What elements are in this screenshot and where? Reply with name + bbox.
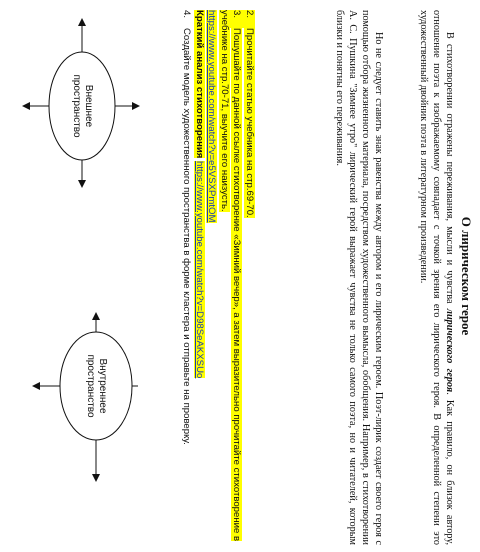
analysis-label: Краткий анализ стихотворения bbox=[194, 10, 205, 159]
task-list bbox=[180, 10, 255, 548]
task-text: Пошушайте по данной ссылке стихотворение «Зимний вечер», а затем выразительно прочитайте стихотворение в учебнике на стр.70-71, выучите его наизусть. bbox=[219, 10, 243, 542]
paragraph-2: Но не следует ставить знак равенства между автором и его лирическим героем. Поэт-лирик создает своего героя с помощью отбора жизненного материала, посредством художественного вымысла, обобщения. Например, в стихотворении А. С. Пушкина "Зимнее утро" лирический герой выражает чувства не только самого поэта, но и читателей, которым близки и понятны его переживания. bbox=[334, 10, 384, 545]
outer-space-label: Внешнее пространство bbox=[71, 74, 94, 138]
task-item-2 bbox=[243, 10, 256, 548]
document-title: О лирическом герое bbox=[459, 216, 474, 336]
task-number: 4. bbox=[181, 10, 193, 19]
video-link-1[interactable]: https://www.youtube.com/watch?v=e5VSXPmtOM bbox=[206, 10, 218, 223]
paragraph-1: В стихотворении отражены переживания, мысли и чувства лирического героя. Как правило, он близок автору, отношение поэта к изображаемому совпадает с точкой зрения его лирического героя. В определенной степени это художественный двойник поэта в литературном произведении. bbox=[418, 10, 455, 545]
analysis-link[interactable]: https://www.youtube.com/watch?v=D98SeAKXSUo bbox=[194, 161, 205, 379]
task-item-3 bbox=[205, 10, 243, 548]
analysis-line bbox=[193, 10, 206, 548]
task-item-4 bbox=[180, 10, 193, 548]
cluster-outer-space bbox=[20, 8, 140, 188]
term-lyric-hero: лирического героя bbox=[444, 308, 455, 393]
task-number: 2. bbox=[243, 10, 256, 28]
cluster-inner-space bbox=[20, 312, 140, 492]
task-text: Создайте модель художественного пространства в форме кластера и отправьте на проверку. bbox=[181, 28, 193, 445]
inner-space-label: Внутреннее пространство bbox=[85, 354, 108, 418]
task-number: 3. bbox=[230, 10, 243, 28]
task-text: Прочитайте статью учебника на стр.69-70. bbox=[244, 28, 255, 218]
